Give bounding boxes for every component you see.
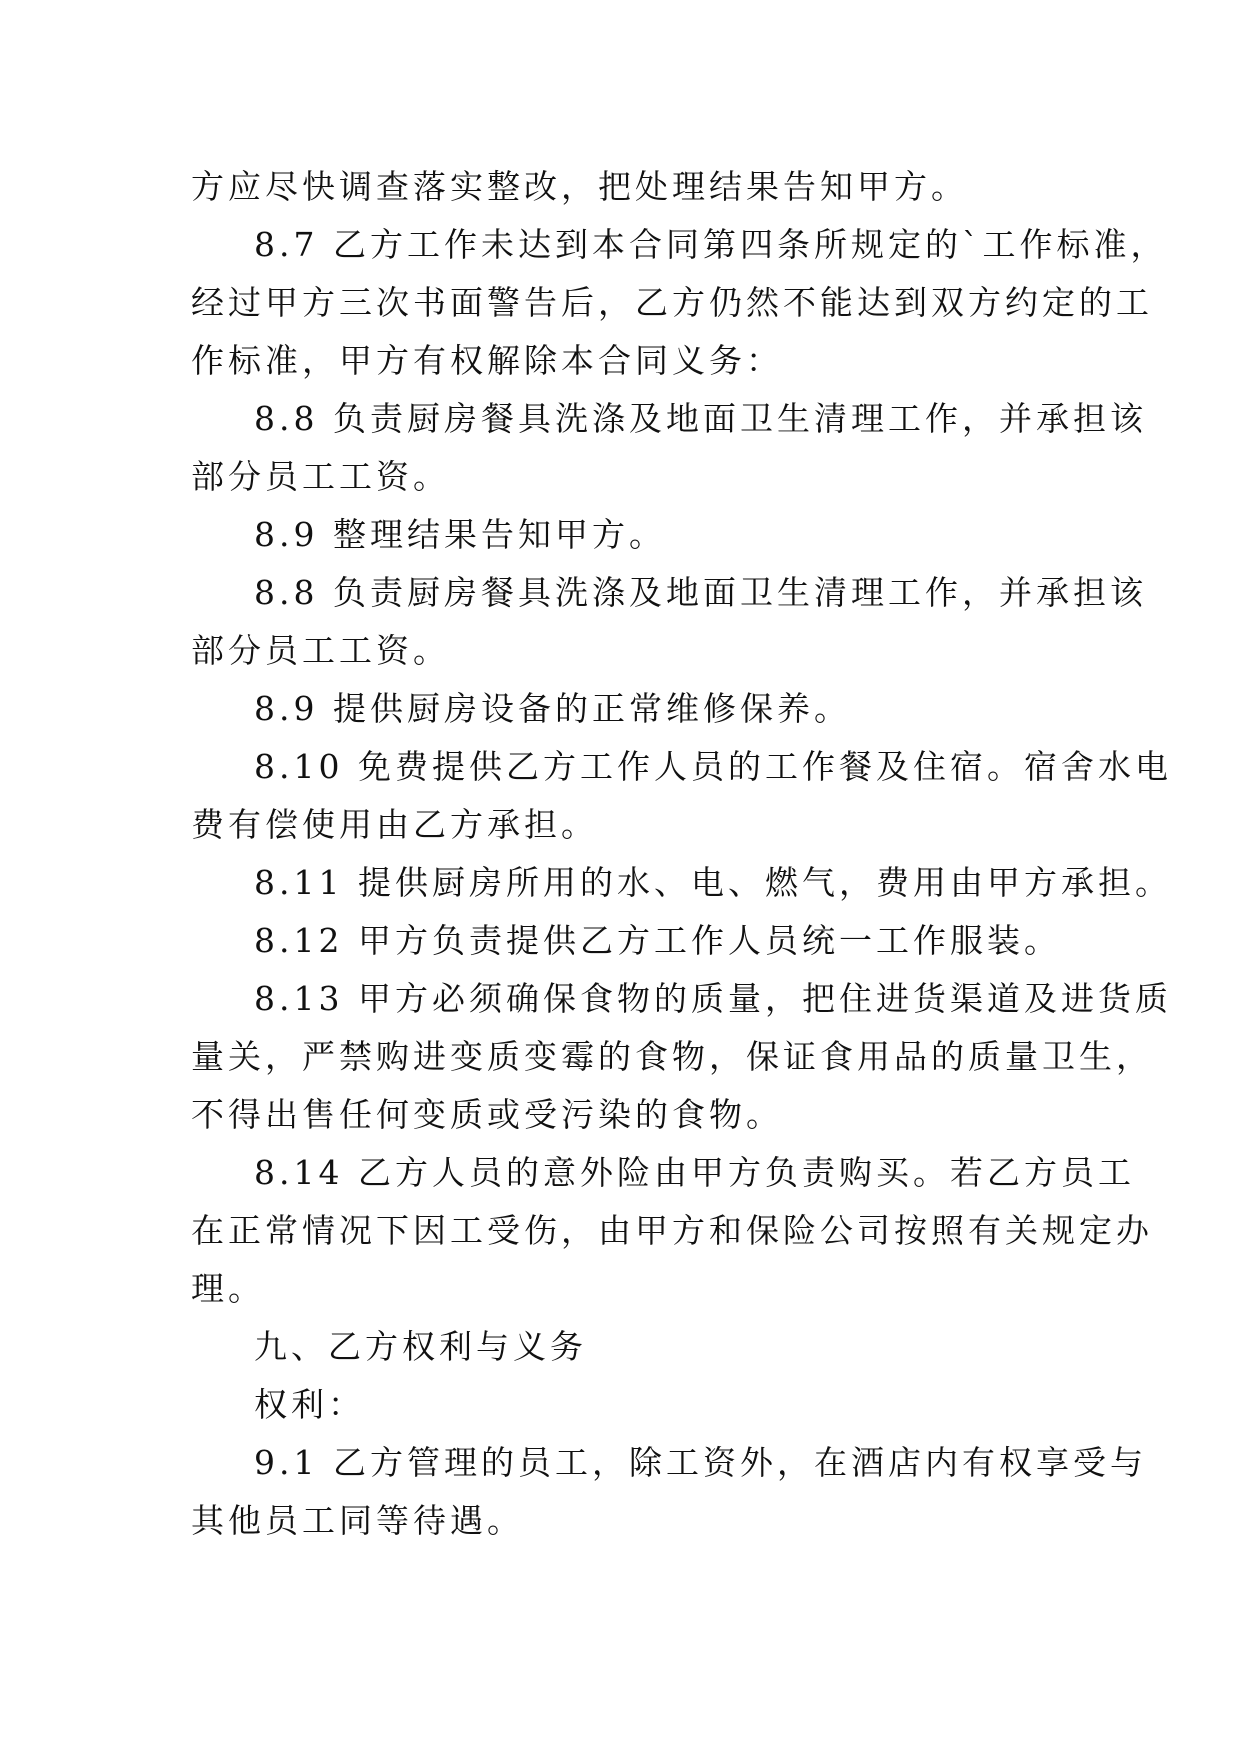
text-line: 部分员工工资。: [191, 457, 450, 496]
subsection-heading: 权利：: [254, 1385, 365, 1424]
clause-8-12: 8.12 甲方负责提供乙方工作人员统一工作服装。: [254, 921, 1061, 960]
text-line: 经过甲方三次书面警告后，乙方仍然不能达到双方约定的工: [191, 283, 1153, 322]
clause-8-10: 8.10 免费提供乙方工作人员的工作餐及住宿。宿舍水电: [254, 747, 1172, 786]
clause-8-8: 8.8 负责厨房餐具洗涤及地面卫生清理工作，并承担该: [254, 573, 1147, 612]
text-line: 不得出售任何变质或受污染的食物。: [191, 1095, 783, 1134]
text-line: 理。: [191, 1269, 265, 1308]
clause-8-7: 8.7 乙方工作未达到本合同第四条所规定的`工作标准，: [254, 225, 1168, 264]
text-line: 作标准，甲方有权解除本合同义务：: [191, 341, 783, 380]
text-line: 其他员工同等待遇。: [191, 1501, 524, 1540]
text-line: 量关，严禁购进变质变霉的食物，保证食用品的质量卫生，: [191, 1037, 1153, 1076]
section-heading: 九、乙方权利与义务: [254, 1327, 587, 1366]
clause-8-9: 8.9 提供厨房设备的正常维修保养。: [254, 689, 851, 728]
clause-9-1: 9.1 乙方管理的员工，除工资外，在酒店内有权享受与: [254, 1443, 1147, 1482]
clause-8-14: 8.14 乙方人员的意外险由甲方负责购买。若乙方员工: [254, 1153, 1135, 1192]
clause-8-9: 8.9 整理结果告知甲方。: [254, 515, 666, 554]
text-line: 方应尽快调查落实整改，把处理结果告知甲方。: [191, 167, 968, 206]
document-body: [191, 158, 1172, 1550]
text-line: 费有偿使用由乙方承担。: [191, 805, 598, 844]
text-line: 部分员工工资。: [191, 631, 450, 670]
text-line: 在正常情况下因工受伤，由甲方和保险公司按照有关规定办: [191, 1211, 1153, 1250]
clause-8-13: 8.13 甲方必须确保食物的质量，把住进货渠道及进货质: [254, 979, 1172, 1018]
clause-8-11: 8.11 提供厨房所用的水、电、燃气，费用由甲方承担。: [254, 863, 1172, 902]
clause-8-8: 8.8 负责厨房餐具洗涤及地面卫生清理工作，并承担该: [254, 399, 1147, 438]
